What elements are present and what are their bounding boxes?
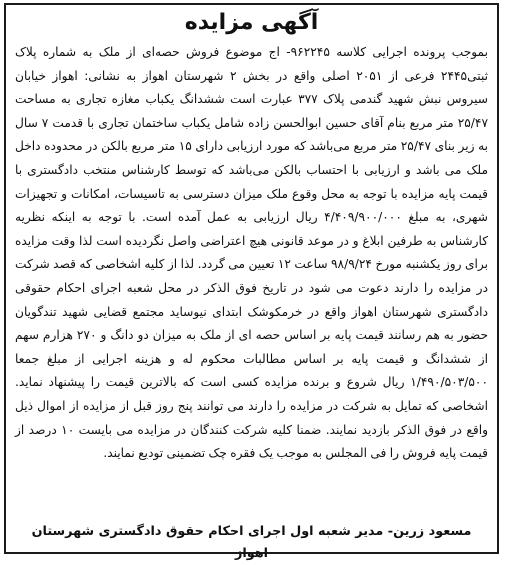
notice-title: آگهی مزایده xyxy=(184,10,319,35)
notice-frame xyxy=(4,3,499,561)
notice-body: بموجب پرونده اجرایی کلاسه ۹۶۲۲۴۵- اج موضوع فروش حصه‌ای از ملک به شماره پلاک ثبتی۲۴۴۵ فرعی از ۲۰۵۱ اصلی واقع در بخش ۲ شهرستان اهواز به نشانی: اهواز خیابان سیروس نبش شهید گندمی پلاک ۳۷۷ عبارت است ششدانگ یکباب مغازه تجاری به مساحت ۲۵/۴۷ متر مربع بنام آقای حسین ابوالحسن زاده شامل یکباب ساختمان تجاری با قدمت ۷ سال به زیر بنای ۲۵/۴۷ متر مربع می‌باشد که مورد ارزیابی دارای ۱۵ متر مربع بالکن در محدوده داخل ملک می باشد و ارزیابی با احتساب بالکن می‌باشد که توسط کارشناس منتخب دادگستری با قیمت پایه مزایده با توجه به محل وقوع ملک میزان دسترسی به تاسیسات، امکانات و تجهیزات شهری، به مبلغ ۴/۴۰۹/۹۰۰/۰۰۰ ریال ارزیابی به عمل آمده است. با توجه به اینکه نظریه کارشناس به طرفین ابلاغ و در موعد قانونی هیچ اعتراضی واصل نگردیده است لذا وقت مزایده برای روز یکشنبه مورخ ۹۸/۹/۲۴ ساعت ۱۲ تعیین می گردد. لذا از کلیه اشخاصی که قصد شرکت در مزایده را دارند دعوت می شود در تاریخ فوق الذکر در محل شعبه اجرای احکام حقوقی دادگستری شهرستان اهواز واقع در خرمکوشک ابتدای نیوساید مجتمع قضایی شهید تندگویان حضور به هم رسانند قیمت پایه بر اساس حصه ای از ملک به میزان دو دانگ و ۲۷۰ هزارم سهم از ششدانگ و قیمت پایه بر اساس مطالبات محکوم له و هزینه اجرایی از مبلغ جمعا ۱/۴۹۰/۵۰۳/۵۰۰ ریال شروع و برنده مزایده کسی است که بالاترین قیمت را پیشنهاد نماید. اشخاصی که تمایل به شرکت در مزایده را دارند می توانند پنج روز قبل از مزایده از اموال ذیل واقع در فوق الذکر بازدید نمایند. ضمنا کلیه شرکت کنندگان در مزایده می بایست ۱۰ درصد از قیمت پایه فروش را فی المجلس به موجب یک فقره چک تضمینی تودیع نمایند. xyxy=(15,45,489,461)
notice-signature: مسعود زرین- مدیر شعبه اول اجرای احکام حقوق دادگستری شهرستان اهواز xyxy=(31,524,472,561)
